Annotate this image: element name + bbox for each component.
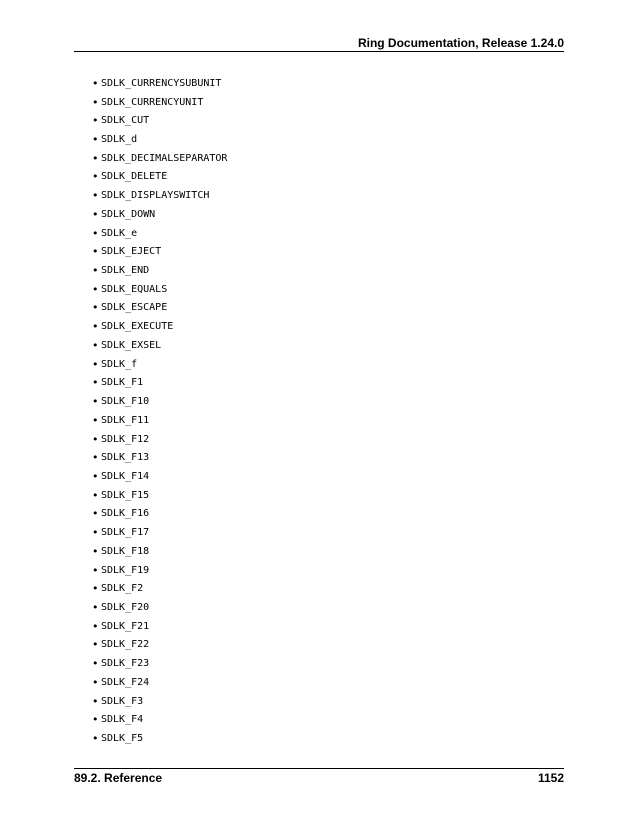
list-item	[92, 280, 227, 299]
bullet-icon: •	[92, 507, 99, 521]
bullet-icon: •	[92, 451, 99, 465]
list-item	[92, 186, 227, 205]
constant-name: SDLK_F24	[101, 676, 150, 688]
list-item	[92, 505, 227, 524]
constant-name: SDLK_F22	[101, 639, 150, 651]
page-header	[74, 36, 564, 50]
constant-name: SDLK_F23	[101, 658, 150, 670]
list-item	[92, 336, 227, 355]
list-item	[92, 729, 227, 748]
constant-name: SDLK_F2	[101, 583, 144, 595]
bullet-icon: •	[92, 563, 99, 577]
constant-name: SDLK_CURRENCYSUBUNIT	[101, 77, 222, 89]
list-item	[92, 617, 227, 636]
constant-name: SDLK_F16	[101, 508, 150, 520]
list-item	[92, 411, 227, 430]
bullet-icon: •	[92, 301, 99, 315]
document-title: Ring Documentation, Release 1.24.0	[357, 36, 564, 50]
bullet-icon: •	[92, 619, 99, 633]
bullet-icon: •	[92, 207, 99, 221]
list-item	[92, 673, 227, 692]
list-item	[92, 692, 227, 711]
list-item	[92, 430, 227, 449]
list-item	[92, 523, 227, 542]
constant-name: SDLK_F20	[101, 601, 150, 613]
constant-name: SDLK_EXECUTE	[101, 321, 174, 333]
constant-name: SDLK_F1	[101, 377, 144, 389]
list-item	[92, 374, 227, 393]
list-item	[92, 224, 227, 243]
constant-name: SDLK_CURRENCYUNIT	[101, 96, 204, 108]
constant-name: SDLK_f	[101, 358, 138, 370]
bullet-icon: •	[92, 395, 99, 409]
list-item	[92, 467, 227, 486]
constant-name: SDLK_e	[101, 227, 138, 239]
list-item	[92, 93, 227, 112]
list-item	[92, 261, 227, 280]
constant-name: SDLK_END	[101, 265, 150, 277]
bullet-icon: •	[92, 245, 99, 259]
bullet-icon: •	[92, 95, 99, 109]
list-item	[92, 74, 227, 93]
list-item	[92, 392, 227, 411]
constant-name: SDLK_F14	[101, 470, 150, 482]
list-item	[92, 654, 227, 673]
list-item	[92, 149, 227, 168]
constant-name: SDLK_F3	[101, 695, 144, 707]
constant-name: SDLK_EJECT	[101, 246, 162, 258]
list-item	[92, 448, 227, 467]
constant-name: SDLK_F11	[101, 414, 150, 426]
bullet-icon: •	[92, 282, 99, 296]
section-label: 89.2. Reference	[74, 771, 163, 785]
constant-name: SDLK_EXSEL	[101, 339, 162, 351]
footer-divider	[74, 768, 564, 769]
constant-name: SDLK_DOWN	[101, 208, 156, 220]
constant-name: SDLK_F12	[101, 433, 150, 445]
bullet-icon: •	[92, 133, 99, 147]
list-item	[92, 130, 227, 149]
list-item	[92, 205, 227, 224]
bullet-icon: •	[92, 226, 99, 240]
bullet-icon: •	[92, 151, 99, 165]
constant-name: SDLK_F5	[101, 733, 144, 745]
bullet-icon: •	[92, 713, 99, 727]
constant-name: SDLK_F15	[101, 489, 150, 501]
constant-name: SDLK_DECIMALSEPARATOR	[101, 152, 228, 164]
bullet-icon: •	[92, 264, 99, 278]
bullet-icon: •	[92, 76, 99, 90]
list-item	[92, 561, 227, 580]
constant-name: SDLK_EQUALS	[101, 283, 168, 295]
constant-name: SDLK_F21	[101, 620, 150, 632]
bullet-icon: •	[92, 526, 99, 540]
constant-name: SDLK_ESCAPE	[101, 302, 168, 314]
list-item	[92, 168, 227, 187]
bullet-icon: •	[92, 432, 99, 446]
constant-list	[92, 74, 227, 748]
constant-name: SDLK_F18	[101, 545, 150, 557]
page-footer	[74, 771, 564, 785]
list-item	[92, 636, 227, 655]
bullet-icon: •	[92, 469, 99, 483]
constant-name: SDLK_DISPLAYSWITCH	[101, 190, 210, 202]
bullet-icon: •	[92, 657, 99, 671]
bullet-icon: •	[92, 320, 99, 334]
page-number: 1152	[537, 771, 564, 785]
list-item	[92, 579, 227, 598]
constant-name: SDLK_F13	[101, 452, 150, 464]
bullet-icon: •	[92, 170, 99, 184]
list-item	[92, 299, 227, 318]
bullet-icon: •	[92, 376, 99, 390]
bullet-icon: •	[92, 488, 99, 502]
bullet-icon: •	[92, 114, 99, 128]
bullet-icon: •	[92, 357, 99, 371]
bullet-icon: •	[92, 675, 99, 689]
list-item	[92, 111, 227, 130]
list-item	[92, 317, 227, 336]
bullet-icon: •	[92, 413, 99, 427]
list-item	[92, 242, 227, 261]
bullet-icon: •	[92, 732, 99, 746]
list-item	[92, 710, 227, 729]
bullet-icon: •	[92, 189, 99, 203]
constant-name: SDLK_F17	[101, 527, 150, 539]
bullet-icon: •	[92, 338, 99, 352]
constant-name: SDLK_F19	[101, 564, 150, 576]
constant-name: SDLK_DELETE	[101, 171, 168, 183]
constant-name: SDLK_F10	[101, 396, 150, 408]
constant-name: SDLK_F4	[101, 714, 144, 726]
constant-name: SDLK_CUT	[101, 115, 150, 127]
header-divider	[74, 51, 564, 52]
list-item	[92, 355, 227, 374]
bullet-icon: •	[92, 638, 99, 652]
bullet-icon: •	[92, 694, 99, 708]
constant-name: SDLK_d	[101, 134, 138, 146]
bullet-icon: •	[92, 582, 99, 596]
list-item	[92, 486, 227, 505]
bullet-icon: •	[92, 544, 99, 558]
bullet-icon: •	[92, 600, 99, 614]
list-item	[92, 598, 227, 617]
list-item	[92, 542, 227, 561]
